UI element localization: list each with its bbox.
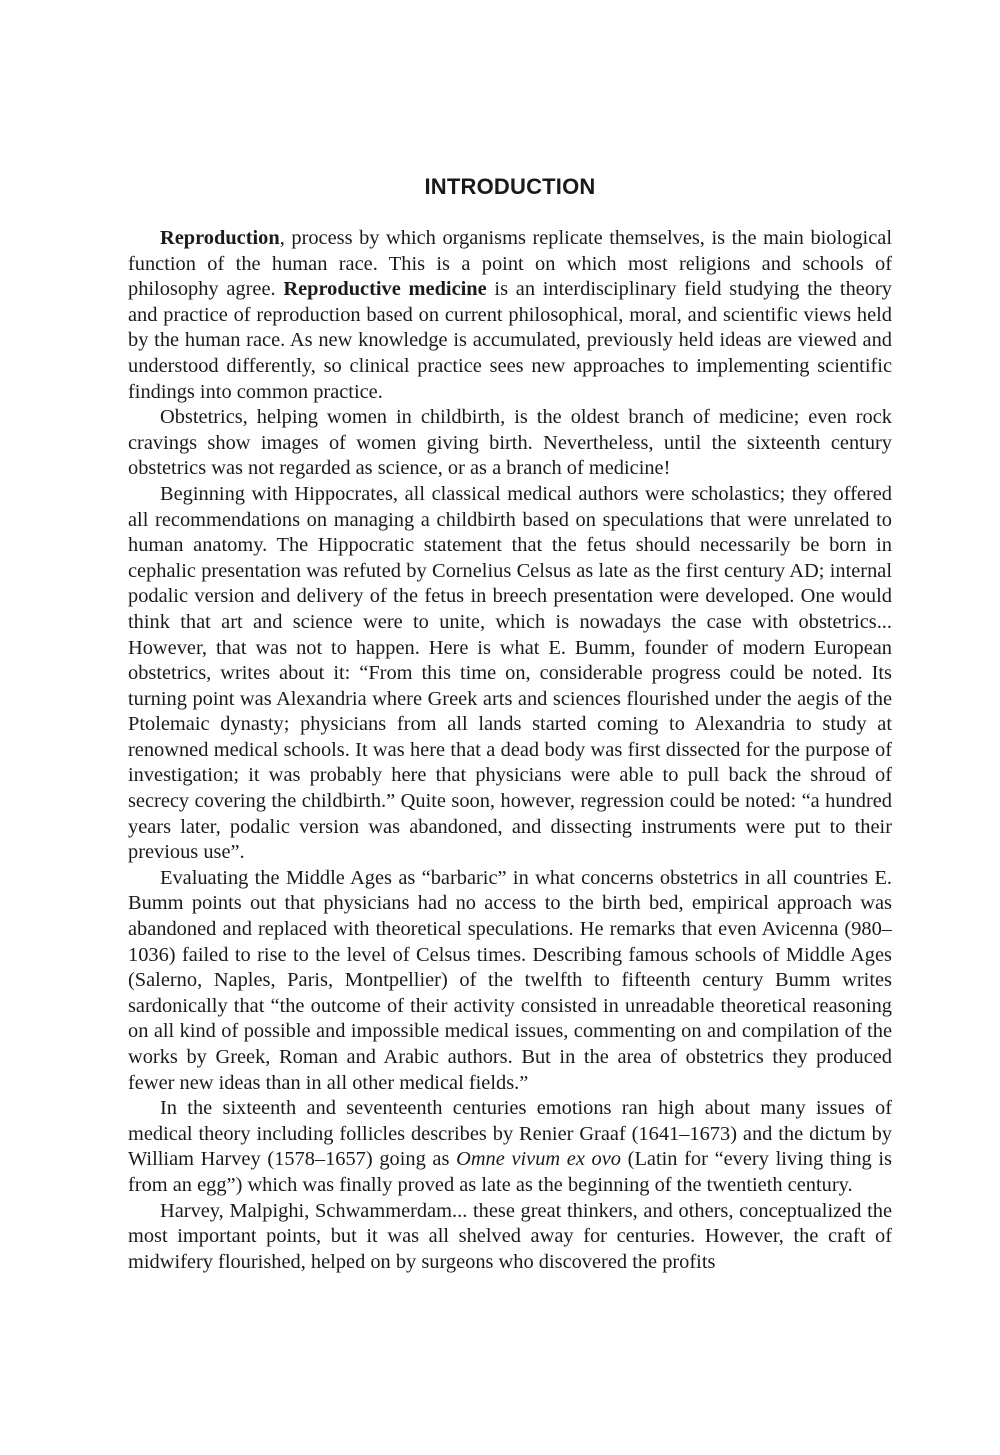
paragraph-text: In the sixteenth and seventeenth centuries emotions ran high about many issues of medical theory including follicles describes by Renier Graaf (1641–1673) and the dictum by William Harvey (1578–1657) going as <box>128 1097 892 1171</box>
paragraph-great-thinkers: Harvey, Malpighi, Schwammerdam... these great thinkers, and others, conceptualized the most important points, but it was all shelved away for centuries. However, the craft of midwifery flourished, helped on by surgeons who discovered the profits <box>128 1199 892 1273</box>
paragraph-harvey-dictum <box>128 1096 892 1198</box>
paragraph-reproduction <box>128 226 892 405</box>
term-reproduction: Reproduction <box>160 227 280 249</box>
paragraph-text: (Latin for “every living thing is from an egg”) which was finally proved as late as the beginning of the twentieth century. <box>128 1148 892 1196</box>
latin-phrase: Omne vivum ex ovo <box>456 1148 621 1171</box>
paragraph-hippocrates: Beginning with Hippocrates, all classical medical authors were scholastics; they offered all recommendations on managing a childbirth based on speculations that were unrelated to human anatomy. The Hippocratic statement that the fetus should necessarily be born in cephalic presentation was refuted by Cornelius Celsus as late as the first century AD; internal podalic version and delivery of the fetus in breech presentation were developed. One would think that art and science were to unite, which is nowadays the case with obstetrics... However, that was not to happen. Here is what E. Bumm, founder of modern European obstetrics, writes about it: “From this time on, considerable progress could be noted. Its turning point was Alexandria where Greek arts and sciences flourished under the aegis of the Ptolemaic dynasty; physicians from all lands started coming to Alexandria to study at renowned medical schools. It was here that a dead body was first dissected for the purpose of investigation; it was probably here that physicians were able to pull back the shroud of secrecy covering the childbirth.” Quite soon, however, regression could be noted: “a hundred years later, podalic version was abandoned, and dissecting instruments were put to their previous use”. <box>128 482 892 864</box>
paragraph-middle-ages: Evaluating the Middle Ages as “barbaric” in what concerns obstetrics in all countries E. Bumm points out that physicians had no access to the birth bed, empirical approach was abandoned and replaced with theoretical speculations. He remarks that even Avicenna (980–1036) failed to rise to the level of Celsus times. Describing famous schools of Middle Ages (Salerno, Naples, Paris, Montpellier) of the twelfth to fifteenth century Bumm writes sardonically that “the outcome of their activity consisted in unreadable theoretical reasoning on all kind of possible and impossible medical issues, commenting on and compilation of the works by Greek, Roman and Arabic authors. But in the area of obstetrics they produced fewer new ideas than in all other medical fields.” <box>128 866 892 1094</box>
term-reproductive-medicine: Reproductive medicine <box>283 278 487 301</box>
page-title: INTRODUCTION <box>424 174 596 199</box>
paragraph-obstetrics: Obstetrics, helping women in childbirth, is the oldest branch of medicine; even rock cravings show images of women giving birth. Nevertheless, until the sixteenth century obstetrics was not regarded as science, or as a branch of medicine! <box>128 406 892 480</box>
page-body <box>128 172 892 1275</box>
paragraph-text: , process by which organisms replicate themselves, is the main biological function of the human race. This is a point on which most religions and schools of philosophy agree. <box>128 227 892 301</box>
paragraph-text: is an interdisciplinary field studying the theory and practice of reproduction based on current philosophical, moral, and scientific views held by the human race. As new knowledge is accumulated, previously held ideas are viewed and understood differently, so clinical practice sees new approaches to implementing scientific findings into common practice. <box>128 278 893 403</box>
